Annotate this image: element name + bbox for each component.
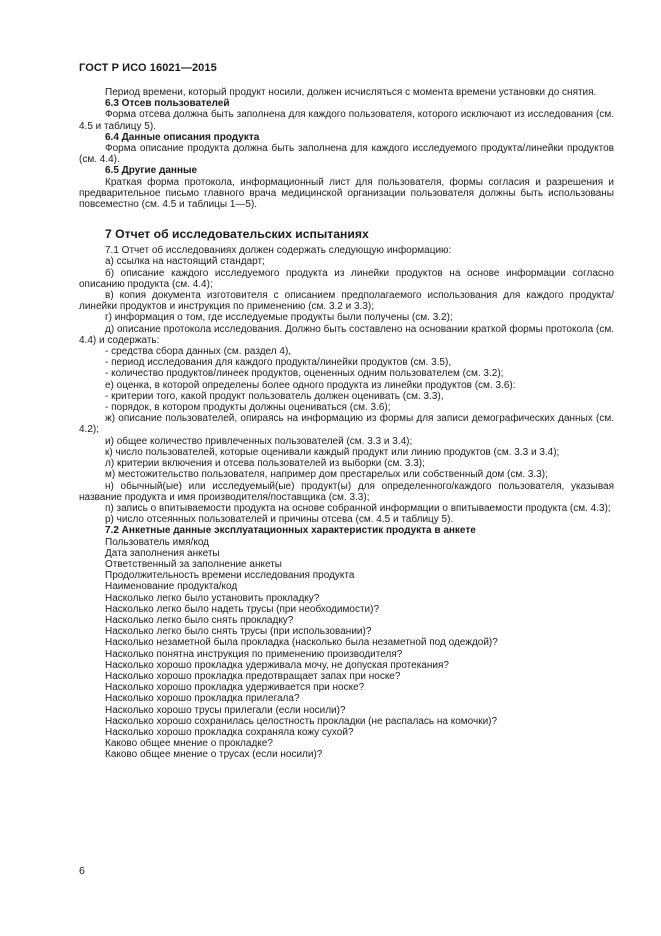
paragraph: п) запись о впитываемости продукта на основе собранной информации о впитываемости продукта (см. 4.3); — [105, 502, 611, 514]
questionnaire-item: Продолжительность времени исследования продукта — [105, 570, 355, 582]
questionnaire-item: Пользователь имя/код — [105, 536, 209, 548]
paragraph: Период времени, который продукт носили, должен исчисляться с момента времени установки до снятия. — [105, 87, 597, 98]
paragraph: 7.1 Отчет об исследованиях должен содержать следующую информацию: — [105, 245, 452, 257]
questionnaire-item: Насколько хорошо трусы прилегали (если носили)? — [105, 704, 346, 716]
paragraph: е) оценка, в которой определены более одного продукта из линейки продуктов (см. 3.6): — [105, 379, 516, 391]
paragraph: - порядок, в котором продукты должны оцениваться (см. 3.6); — [105, 402, 391, 414]
paragraph: р) число отсеянных пользователей и причины отсева (см. 4.5 и таблицу 5). — [105, 514, 454, 526]
questionnaire-item: Насколько легко было надеть трусы (при необходимости)? — [105, 603, 380, 615]
questionnaire-item: Насколько незаметной была прокладка (насколько была незаметной под одеждой)? — [105, 637, 498, 649]
questionnaire-item: Насколько легко было снять трусы (при использовании)? — [105, 626, 372, 638]
paragraph: Форма отсева должна быть заполнена для каждого пользователя, которого исключают из исследования (см. 4.5 и таблицу 5). — [79, 109, 614, 132]
questionnaire-item: Каково общее мнение о трусах (если носили)? — [105, 749, 323, 761]
questionnaire-item: Дата заполнения анкеты — [105, 547, 220, 559]
questionnaire-item: Насколько легко было установить прокладку? — [105, 592, 320, 604]
paragraph: - количество продуктов/линеек продуктов, оцененных одним пользователем (см. 3.2); — [105, 368, 504, 380]
paragraph: к) число пользователей, которые оценивали каждый продукт или линию продуктов (см. 3.3 и 3.4); — [105, 446, 560, 458]
section-7-title: 7 Отчет об исследовательских испытаниях — [105, 227, 369, 242]
questionnaire-item: Насколько хорошо прокладка сохраняла кожу сухой? — [105, 726, 354, 738]
paragraph: л) критерии включения и отсева пользователей из выборки (см. 3.3); — [105, 458, 425, 470]
questionnaire-item: Насколько хорошо прокладка прилегала? — [105, 693, 300, 705]
paragraph: - критерии того, какой продукт пользователь должен оценивать (см. 3.3), — [105, 390, 444, 402]
paragraph: - средства сбора данных (см. раздел 4), — [105, 346, 292, 358]
questionnaire-item: Насколько хорошо прокладка удерживала мочу, не допуская протекания? — [105, 659, 449, 671]
paragraph: д) описание протокола исследования. Должно быть составлено на основании краткой формы протокола (см. 4.4) и содержать: — [79, 323, 614, 346]
section-7-body — [79, 245, 614, 536]
page-number: 6 — [79, 865, 85, 877]
paragraph: в) копия документа изготовителя с описанием предполагаемого использования для каждого продукта/линейки продуктов и инструкция по применению (см. 3.2 и 3.3); — [79, 290, 614, 313]
paragraph: б) описание каждого исследуемого продукта из линейки продуктов на основе информации согласно описанию продукта (см. 4.4); — [79, 267, 614, 290]
questionnaire-item: Насколько понятна инструкция по применению производителя? — [105, 648, 403, 660]
paragraph: 6.3 Отсев пользователей — [105, 98, 230, 110]
paragraph: а) ссылка на настоящий стандарт; — [105, 256, 265, 268]
paragraph: - период исследования для каждого продукта/линейки продуктов (см. 3.5), — [105, 357, 452, 369]
questionnaire-item: Насколько хорошо сохранилась целостность прокладки (не распалась на комочки)? — [105, 715, 498, 727]
questionnaire-item: Насколько легко было снять прокладку? — [105, 614, 294, 626]
paragraph: 6.5 Другие данные — [105, 165, 198, 177]
paragraph: и) общее количество привлеченных пользователей (см. 3.3 и 3.4); — [105, 435, 413, 447]
questionnaire-item: Насколько хорошо прокладка предотвращает запах при носке? — [105, 670, 401, 682]
questionnaire-item: Насколько хорошо прокладка удерживается при носке? — [105, 682, 365, 694]
questionnaire-item: Каково общее мнение о прокладке? — [105, 738, 273, 750]
questionnaire-item: Ответственный за заполнение анкеты — [105, 558, 282, 570]
questionnaire-item: Наименование продукта/код — [105, 581, 238, 593]
paragraph: ж) описание пользователей, опираясь на информацию из формы для записи демографических данных (см. 4.2); — [79, 413, 614, 436]
page-content — [79, 87, 614, 761]
paragraph: н) обычный(ые) или исследуемый(ые) продукт(ы) для определенного/каждого пользователя, указывая название продукта и имя производителя/поставщика (см. 3.3); — [79, 480, 614, 503]
paragraph: м) местожительство пользователя, например дом престарелых или собственный дом (см. 3.3); — [105, 469, 548, 481]
document-header: ГОСТ Р ИСО 16021—2015 — [79, 62, 217, 74]
paragraph: Краткая форма протокола, информационный лист для пользователя, формы согласия и разрешения и предварительное письмо главного врача медицинской организации пользователя должны быть использованы повсеместно (см. 4.5 и таблицы 1—5). — [79, 176, 614, 211]
section-6-continued — [79, 87, 614, 210]
questionnaire-list — [79, 537, 614, 761]
paragraph: 7.2 Анкетные данные эксплуатационных характеристик продукта в анкете — [105, 525, 476, 537]
paragraph: г) информация о том, где исследуемые продукты были получены (см. 3.2); — [105, 312, 453, 324]
paragraph: Форма описание продукта должна быть заполнена для каждого исследуемого продукта/линейки продуктов (см. 4.4). — [79, 143, 614, 166]
paragraph: 6.4 Данные описания продукта — [105, 131, 260, 143]
